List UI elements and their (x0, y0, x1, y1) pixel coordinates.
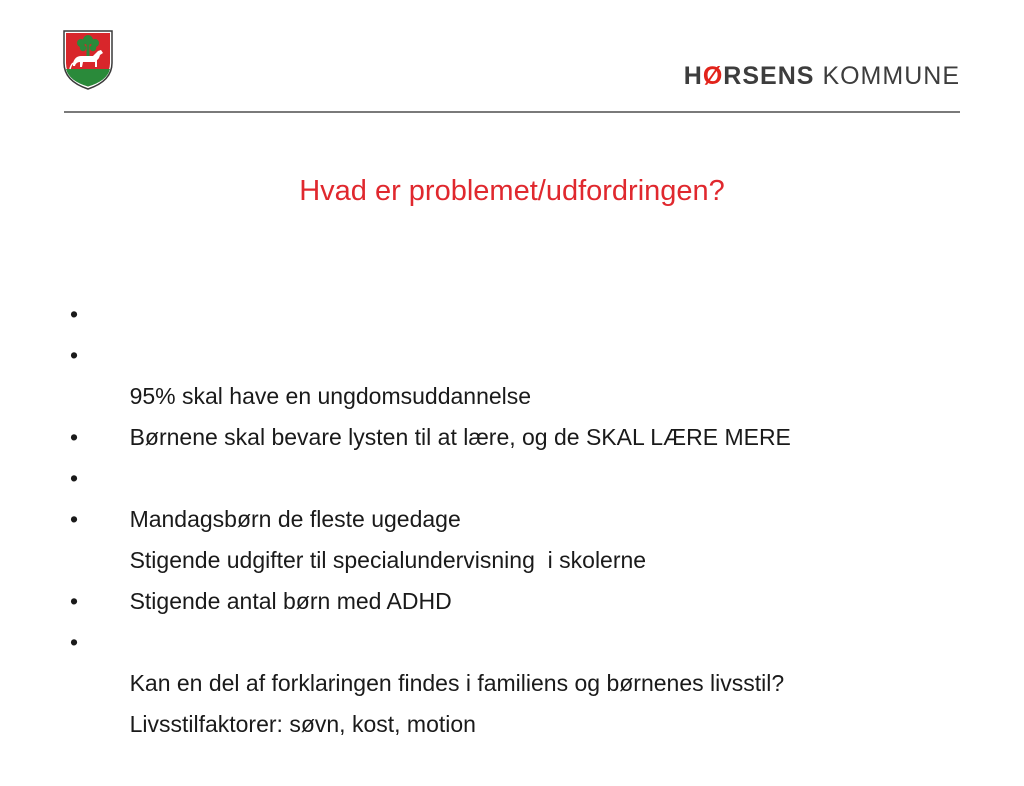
horsens-crest-icon (62, 29, 114, 91)
slide-title: Hvad er problemet/udfordringen? (299, 175, 725, 207)
logo-brand-o: Ø (702, 62, 724, 90)
bullet-text: Børnene skal bevare lysten til at lære, og de SKAL LÆRE MERE (129, 424, 791, 450)
bullet-item (70, 581, 970, 696)
bullet-dot: • (70, 342, 79, 368)
bullet-text: Stigende antal børn med ADHD (129, 588, 452, 614)
bullet-dot: • (70, 588, 79, 614)
bullet-text: Livsstilfaktorer: søvn, kost, motion (129, 711, 476, 737)
bullet-dot: • (70, 506, 79, 532)
bullet-dot: • (70, 629, 79, 655)
bullet-list (70, 294, 970, 737)
bullet-text: Kan en del af forklaringen findes i familiens og børnenes livsstil? (129, 670, 785, 696)
bullet-text: 95% skal have en ungdomsuddannelse (129, 383, 532, 409)
bullet-dot: • (70, 424, 79, 450)
bullet-text: Mandagsbørn de fleste ugedage (129, 506, 461, 532)
horsens-kommune-logo (684, 64, 960, 89)
header-divider (64, 111, 960, 113)
bullet-dot: • (70, 301, 79, 327)
bullet-item (70, 417, 970, 532)
logo-brand-light: KOMMUNE (822, 62, 960, 90)
bullet-item (70, 294, 970, 409)
logo-brand-part2: RSENS (723, 62, 815, 90)
bullet-text: Stigende udgifter til specialundervisning i skolerne (129, 547, 647, 573)
logo-brand-part1: H (683, 62, 703, 90)
bullet-dot: • (70, 465, 79, 491)
